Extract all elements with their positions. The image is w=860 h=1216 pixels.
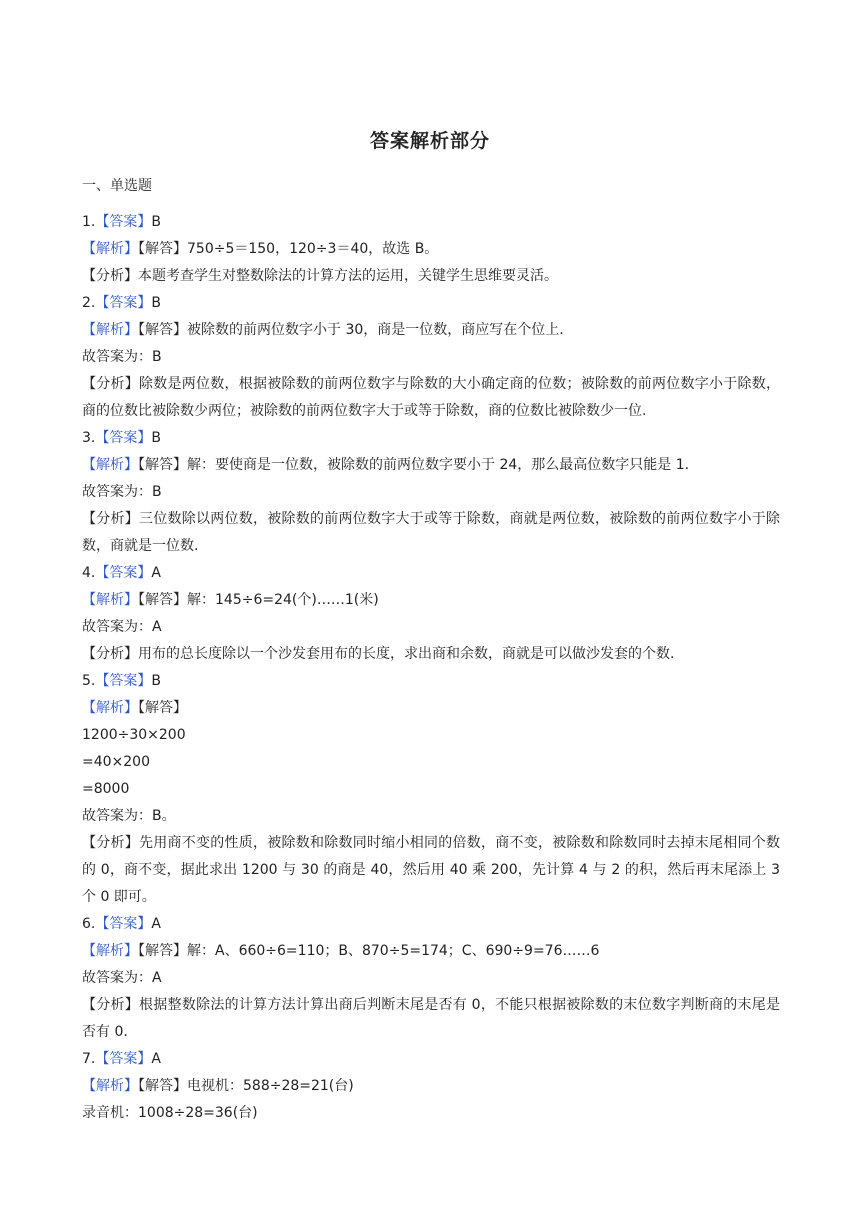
jiexi-text: 【解答】解：145÷6=24(个)……1(米) (138, 592, 379, 608)
jiexi-line (82, 236, 780, 263)
question-number: 7. (82, 1051, 96, 1067)
jiexi-line (82, 1073, 780, 1100)
question-number: 1. (82, 214, 96, 230)
answer-tag: 【答案】 (95, 916, 152, 932)
jiexi-text: 【解答】被除数的前两位数字小于 30，商是一位数，商应写在个位上. (138, 322, 564, 338)
calc-step: 1200÷30×200 (82, 727, 186, 743)
fenxi-text: 除数是两位数，根据被除数的前两位数字与除数的大小确定商的位数；被除数的前两位数字小于除数，商的位数比被除数少两位；被除数的前两位数字大于或等于除数，商的位数比被除数少一位. (82, 376, 780, 419)
calc-step: =40×200 (82, 754, 150, 770)
jiexi-text: 【解答】750÷5＝150，120÷3＝40，故选 B。 (138, 241, 439, 257)
question-number: 4. (82, 565, 96, 581)
question-block (82, 911, 780, 1046)
fenxi-line (82, 263, 780, 290)
question-block (82, 425, 780, 560)
jiexi-tag: 【解析】 (82, 700, 138, 716)
fenxi-text: 根据整数除法的计算方法计算出商后判断末尾是否有 0，不能只根据被除数的末位数字判断商的末尾是否有 0. (82, 997, 781, 1040)
question-block (82, 290, 780, 425)
jiexi-text: 【解答】电视机：588÷28=21(台) (138, 1078, 354, 1094)
conclusion-line: 故答案为：B (82, 484, 162, 500)
jiexi-tag: 【解析】 (82, 943, 138, 959)
fenxi-text: 先用商不变的性质，被除数和除数同时缩小相同的倍数，商不变，被除数和除数同时去掉末尾相同个数的 0，商不变，据此求出 1200 与 30 的商是 40，然后用 40 乘 200，先计算 4 与 2 的积，然后再末尾添上 3 个 0 即可。 (82, 835, 780, 905)
fenxi-text: 三位数除以两位数，被除数的前两位数字大于或等于除数，商就是两位数，被除数的前两位数字小于除数，商就是一位数. (82, 511, 780, 554)
fenxi-line (82, 641, 780, 668)
fenxi-tag: 【分析】 (82, 997, 140, 1013)
question-block (82, 209, 780, 290)
jiexi-line (82, 587, 780, 614)
answer-line (82, 668, 780, 695)
jiexi-text: 【解答】解：A、660÷6=110；B、870÷5=174；C、690÷9=76……6 (138, 943, 600, 959)
answer-tag: 【答案】 (95, 673, 152, 689)
fenxi-tag: 【分析】 (82, 835, 139, 851)
answer-line (82, 209, 780, 236)
answer-line (82, 560, 780, 587)
fenxi-text: 本题考查学生对整数除法的计算方法的运用，关键学生思维要灵活。 (138, 268, 558, 284)
answer-tag: 【答案】 (95, 565, 152, 581)
fenxi-tag: 【分析】 (82, 511, 139, 527)
jiexi-line (82, 317, 780, 344)
jiexi-text: 【解答】解：要使商是一位数，被除数的前两位数字要小于 24，那么最高位数字只能是 1. (138, 457, 690, 473)
fenxi-tag: 【分析】 (82, 376, 139, 392)
answer-line (82, 1046, 780, 1073)
question-number: 6. (82, 916, 96, 932)
answer-value: B (151, 673, 161, 689)
question-block (82, 1046, 780, 1127)
jiexi-line (82, 938, 780, 965)
jiexi-tag: 【解析】 (82, 1078, 138, 1094)
answer-line (82, 911, 780, 938)
fenxi-line (82, 992, 780, 1046)
section-heading: 一、单选题 (82, 178, 152, 194)
question-block (82, 560, 780, 668)
answer-list (82, 209, 780, 1127)
question-number: 2. (82, 295, 96, 311)
answer-value: A (151, 565, 161, 581)
answer-tag: 【答案】 (95, 214, 152, 230)
fenxi-line (82, 371, 780, 425)
question-number: 3. (82, 430, 96, 446)
fenxi-tag: 【分析】 (82, 646, 138, 662)
fenxi-text: 用布的总长度除以一个沙发套用布的长度，求出商和余数，商就是可以做沙发套的个数. (138, 646, 675, 662)
fenxi-line (82, 830, 780, 911)
answer-value: B (151, 430, 161, 446)
answer-value: A (151, 1051, 161, 1067)
jiexi-tag: 【解析】 (82, 457, 138, 473)
answer-tag: 【答案】 (95, 1051, 152, 1067)
answer-line (82, 290, 780, 317)
fenxi-line (82, 506, 780, 560)
fenxi-tag: 【分析】 (82, 268, 138, 284)
jiexi-line (82, 452, 780, 479)
conclusion-line: 故答案为：A (82, 970, 162, 986)
calc-step: 录音机：1008÷28=36(台) (82, 1105, 258, 1121)
answer-value: B (151, 295, 161, 311)
jiexi-tag: 【解析】 (82, 322, 138, 338)
question-block (82, 668, 780, 911)
jiexi-tag: 【解析】 (82, 592, 138, 608)
page-title: 答案解析部分 (369, 130, 490, 152)
answer-line (82, 425, 780, 452)
jiexi-text: 【解答】 (138, 700, 187, 716)
answer-tag: 【答案】 (95, 295, 152, 311)
conclusion-line: 故答案为：B (82, 349, 162, 365)
answer-value: A (151, 916, 161, 932)
jiexi-line (82, 695, 780, 722)
calc-step: =8000 (82, 781, 130, 797)
conclusion-line: 故答案为：B。 (82, 808, 176, 824)
conclusion-line: 故答案为：A (82, 619, 162, 635)
answer-tag: 【答案】 (95, 430, 152, 446)
answer-value: B (151, 214, 161, 230)
question-number: 5. (82, 673, 96, 689)
jiexi-tag: 【解析】 (82, 241, 138, 257)
